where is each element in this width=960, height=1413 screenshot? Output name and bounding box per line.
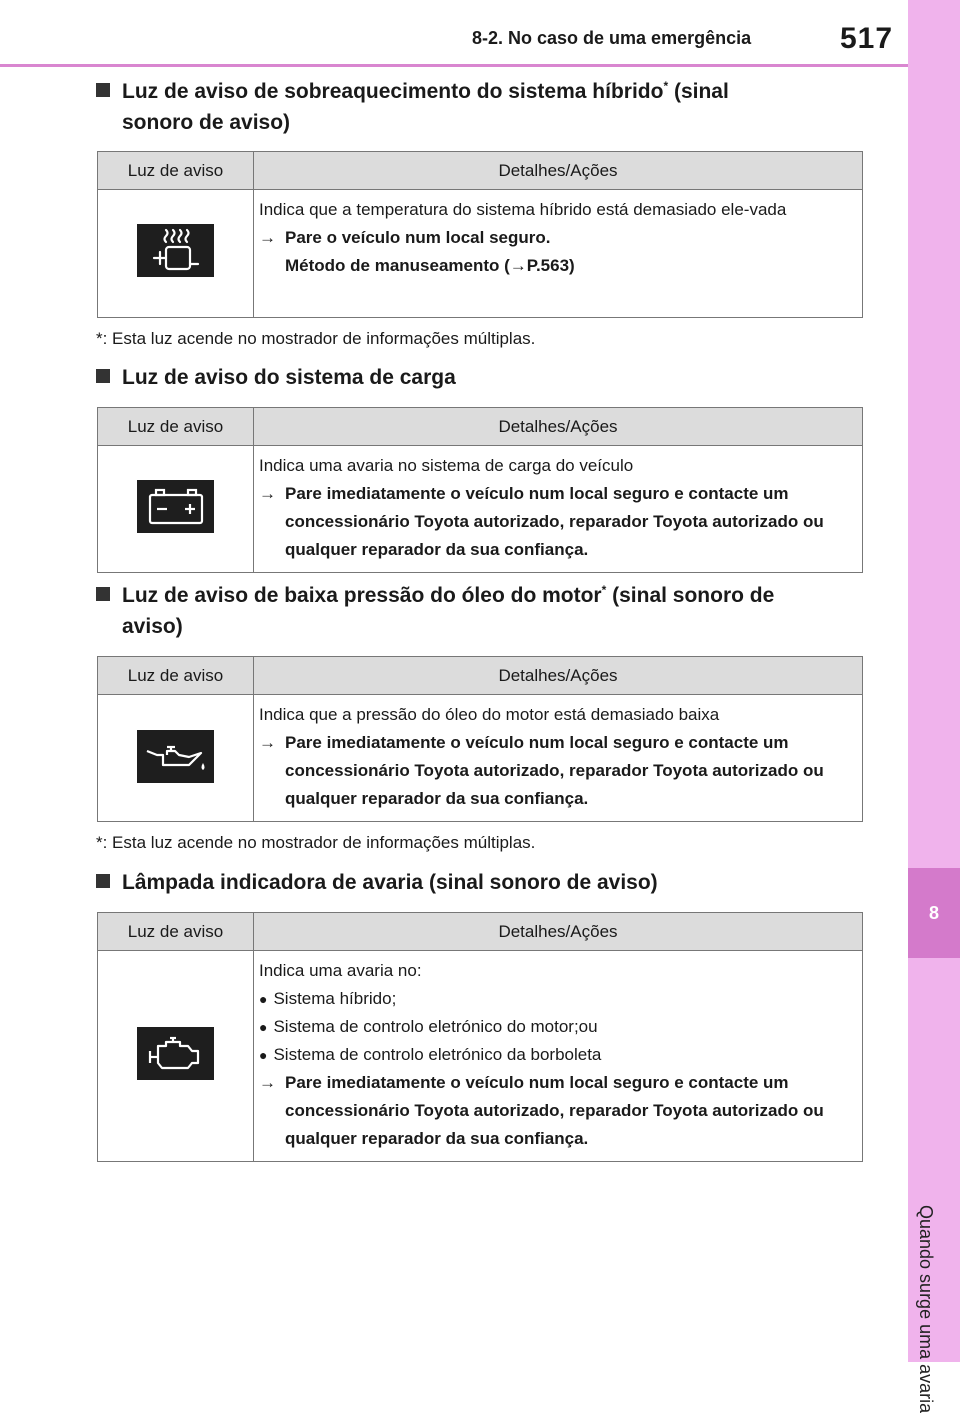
header-rule — [0, 64, 908, 67]
square-bullet-icon — [96, 874, 110, 888]
table-header-light: Luz de aviso — [98, 657, 254, 695]
warning-table-oil-pressure — [97, 656, 863, 822]
square-bullet-icon — [96, 369, 110, 383]
list-item: ● Sistema de controlo eletrónico do motor;ou — [259, 1013, 856, 1041]
table-header-light: Luz de aviso — [98, 152, 254, 190]
warning-table-charging — [97, 407, 863, 573]
warning-table-hybrid-overheat — [97, 151, 863, 318]
action-text: → Pare imediatamente o veículo num local seguro e contacte um concessionário Toyota autorizado, reparador Toyota autorizado ou qualquer reparador da sua confiança. — [259, 484, 824, 559]
square-bullet-icon — [96, 83, 110, 97]
description: Indica uma avaria no sistema de carga do veículo — [259, 456, 634, 475]
check-engine-icon — [137, 1027, 214, 1080]
description: Indica que a pressão do óleo do motor está demasiado baixa — [259, 705, 720, 724]
table-header-details: Detalhes/Ações — [254, 152, 863, 190]
table-header-details: Detalhes/Ações — [254, 913, 863, 951]
side-tab-number: 8 — [908, 868, 960, 958]
warning-table-malfunction-lamp — [97, 912, 863, 1162]
action-text: → Pare imediatamente o veículo num local seguro e contacte um concessionário Toyota autorizado, reparador Toyota autorizado ou qualquer reparador da sua confiança. — [259, 1073, 824, 1148]
table-header-light: Luz de aviso — [98, 408, 254, 446]
table-header-details: Detalhes/Ações — [254, 657, 863, 695]
action-text: → Pare o veículo num local seguro. Método de manuseamento (→P.563) — [259, 228, 575, 275]
table-header-light: Luz de aviso — [98, 913, 254, 951]
header-title: 8-2. No caso de uma emergência — [472, 28, 752, 48]
description: Indica uma avaria no: — [259, 961, 422, 980]
battery-icon — [137, 480, 214, 533]
footnote: *: Esta luz acende no mostrador de informações múltiplas. — [96, 833, 536, 852]
action-text: → Pare imediatamente o veículo num local seguro e contacte um concessionário Toyota autorizado, reparador Toyota autorizado ou qualquer reparador da sua confiança. — [259, 733, 824, 808]
section-title-charging: Luz de aviso do sistema de carga — [96, 362, 816, 393]
oil-can-icon — [137, 730, 214, 783]
list-item: ● Sistema híbrido; — [259, 985, 856, 1013]
description: Indica que a temperatura do sistema híbrido está demasiado ele-vada — [259, 200, 787, 219]
list-item: ● Sistema de controlo eletrónico da borboleta — [259, 1041, 856, 1069]
side-tab-label: Quando surge uma avaria — [916, 1205, 936, 1413]
footnote: *: Esta luz acende no mostrador de informações múltiplas. — [96, 329, 536, 348]
side-tab — [908, 0, 960, 1362]
section-title-malfunction-lamp: Lâmpada indicadora de avaria (sinal sonoro de aviso) — [96, 867, 816, 898]
page-number: 517 — [840, 22, 894, 55]
hybrid-overheat-icon — [137, 224, 214, 277]
square-bullet-icon — [96, 587, 110, 601]
table-header-details: Detalhes/Ações — [254, 408, 863, 446]
section-title-hybrid-overheat: Luz de aviso de sobreaquecimento do sistema híbrido* (sinal sonoro de aviso) — [96, 76, 816, 138]
section-title-oil-pressure: Luz de aviso de baixa pressão do óleo do motor* (sinal sonoro de aviso) — [96, 580, 816, 642]
